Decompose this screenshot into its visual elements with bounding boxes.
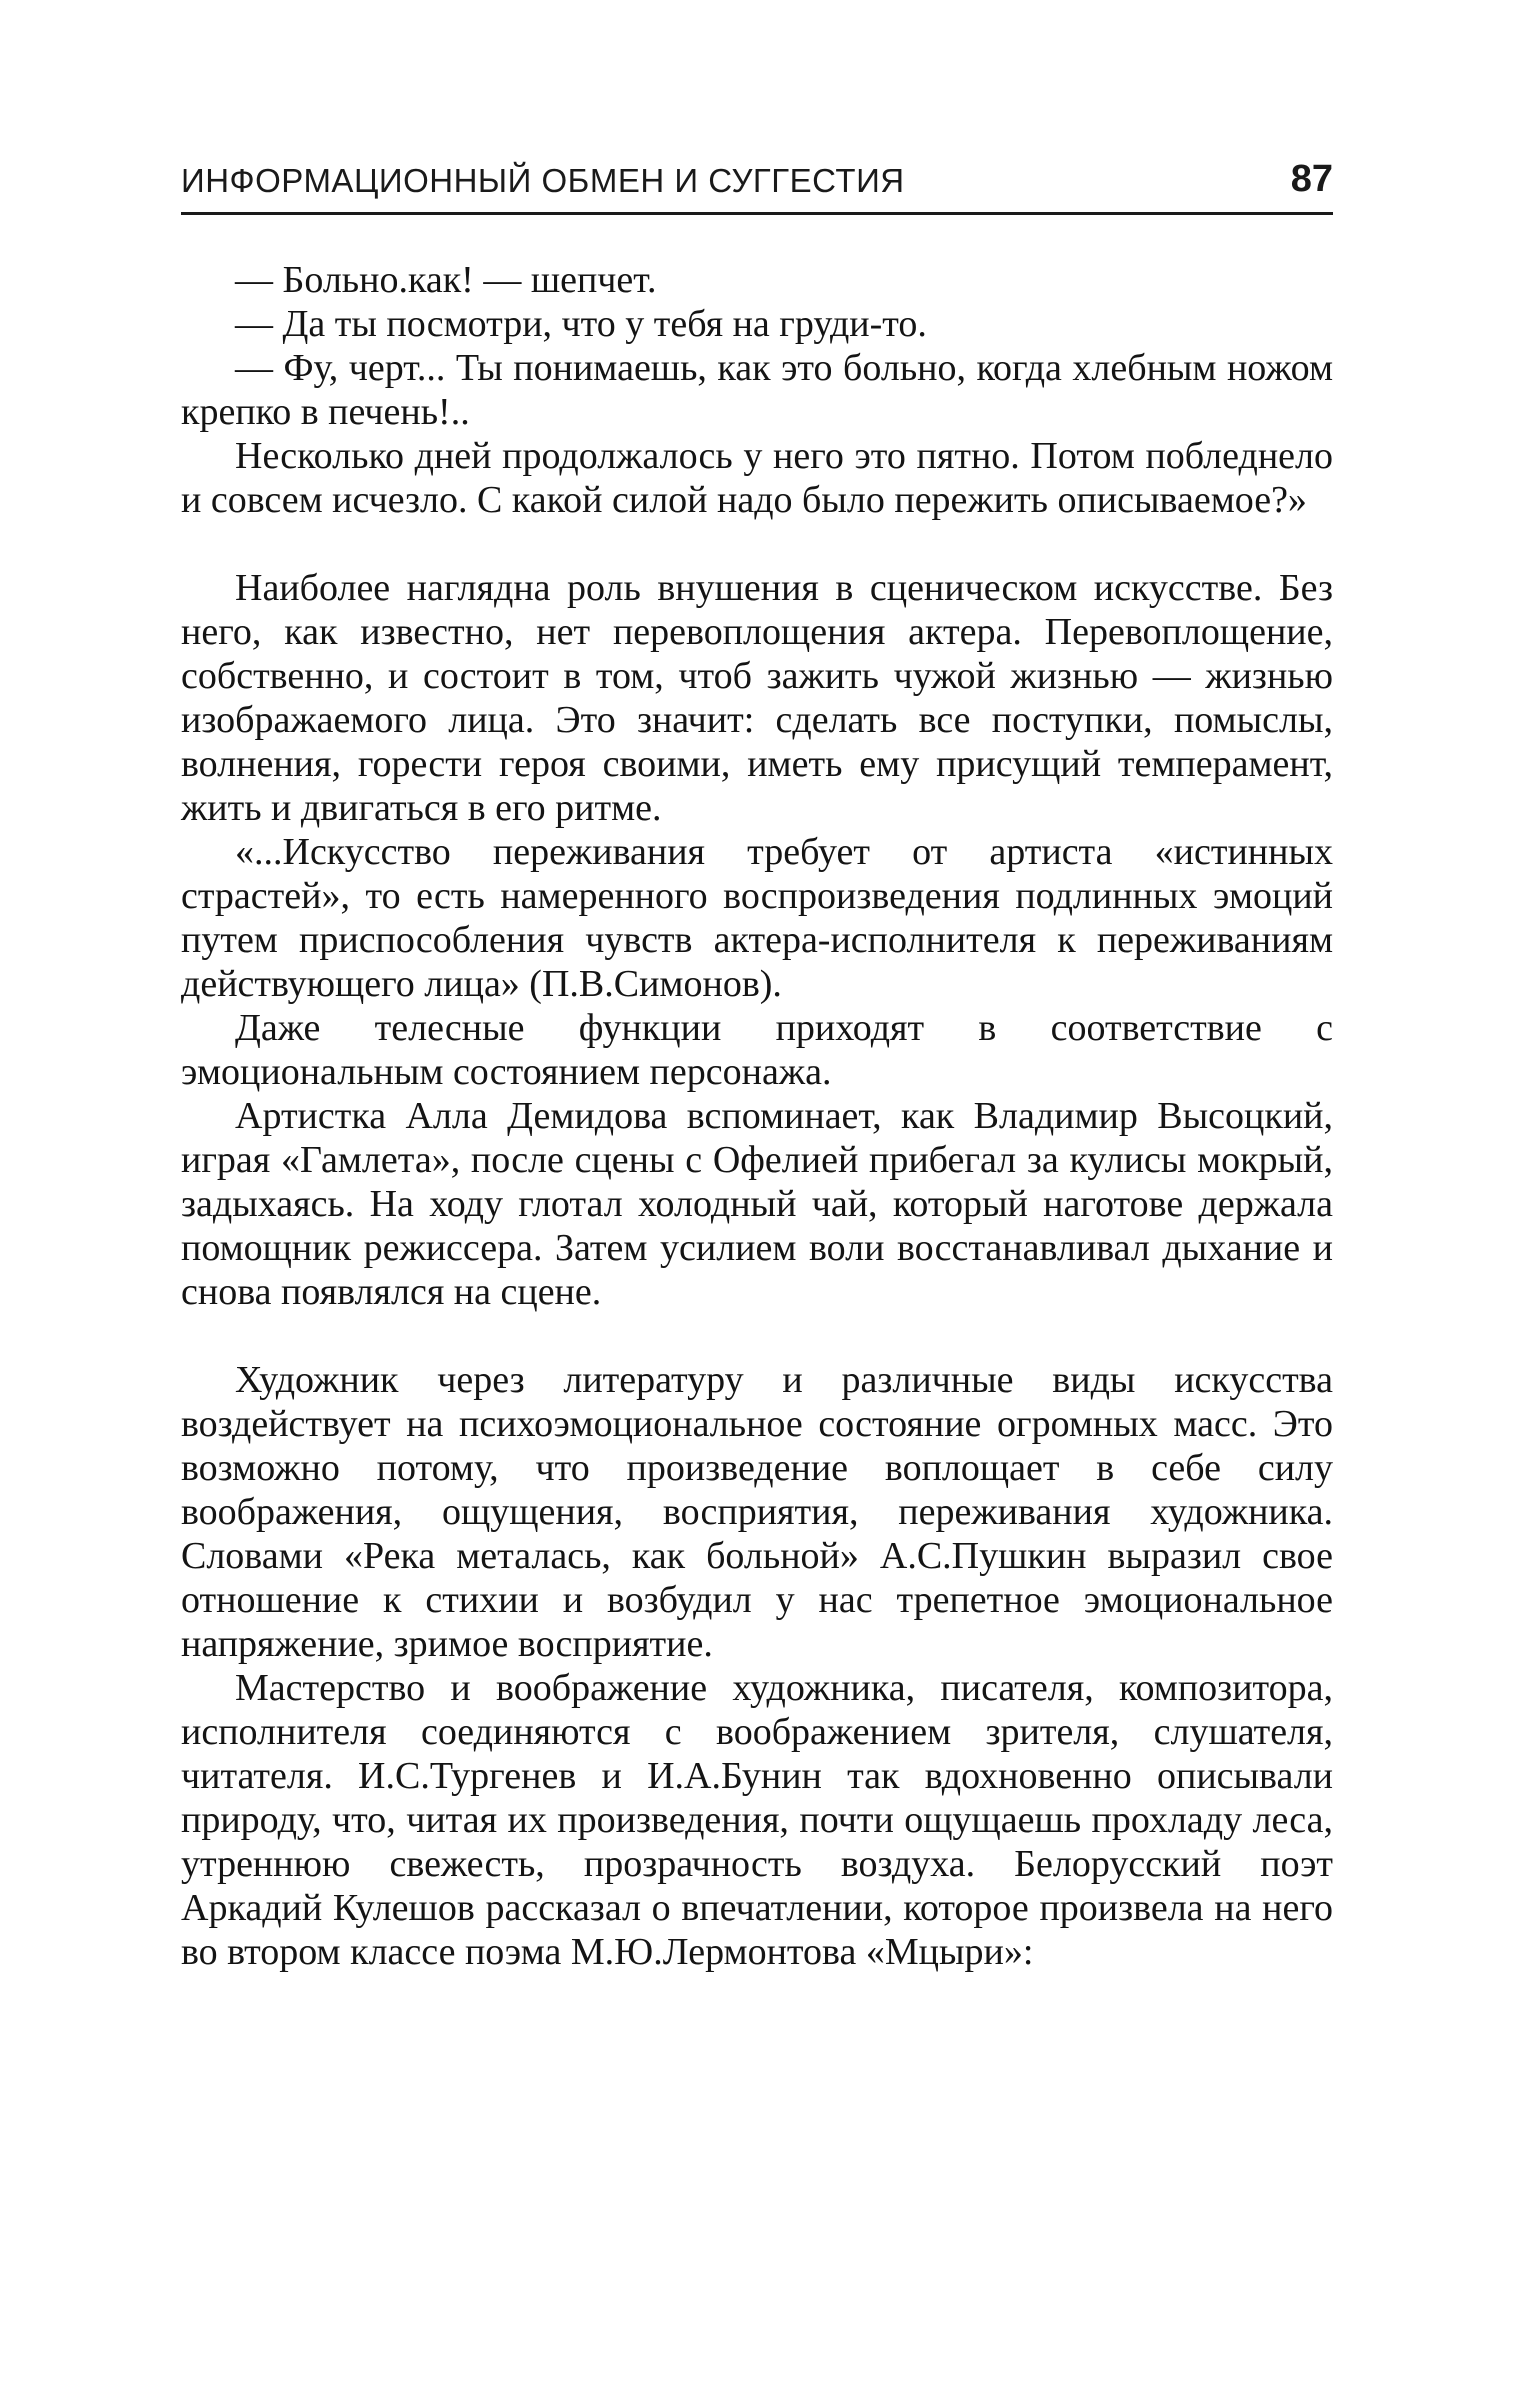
paragraph: Несколько дней продолжалось у него это пятно. Потом побледнело и совсем исчезло. С какой силой надо было пережить описываемое?» [181, 435, 1333, 521]
paragraph: Художник через литературу и различные виды искусства воздействует на психоэмоциональное состояние огромных масс. Это возможно потому, что произведение воплощает в себе силу воображения, ощущения, восприятия, переживания художника. Словами «Река металась, как больной» А.С.Пушкин выразил свое отношение к стихии и возбудил у нас трепетное эмоциональное напряжение, зримое восприятие. [181, 1359, 1333, 1665]
paragraph: Наиболее наглядна роль внушения в сценическом искусстве. Без него, как известно, нет перевоплощения актера. Перевоплощение, собственно, и состоит в том, чтоб зажить чужой жизнью — жизнью изображаемого лица. Это значит: сделать все поступки, помыслы, волнения, горести героя своими, иметь ему присущий темперамент, жить и двигаться в его ритме. [181, 567, 1333, 829]
dialogue-line: — Фу, черт... Ты понимаешь, как это больно, когда хлебным ножом крепко в печень!.. [181, 347, 1333, 433]
running-title: ИНФОРМАЦИОННЫЙ ОБМЕН И СУГГЕСТИЯ [181, 162, 905, 199]
paragraph: Мастерство и воображение художника, писателя, композитора, исполнителя соединяются с воображением зрителя, слушателя, читателя. И.С.Тургенев и И.А.Бунин так вдохновенно описывали природу, что, читая их произведения, почти ощущаешь прохладу леса, утреннюю свежесть, прозрачность воздуха. Белорусский поэт Аркадий Кулешов рассказал о впечатлении, которое произвела на него во втором классе поэма М.Ю.Лермонтова «Мцыри»: [181, 1667, 1333, 1973]
dialogue-line: — Да ты посмотри, что у тебя на груди-то. [235, 303, 927, 345]
body-text [181, 258, 1333, 1974]
paragraph: Даже телесные функции приходят в соответствие с эмоциональным состоянием персонажа. [181, 1007, 1333, 1093]
paragraph: Артистка Алла Демидова вспоминает, как Владимир Высоцкий, играя «Гамлета», после сцены с Офелией прибегал за кулисы мокрый, задыхаясь. На ходу глотал холодный чай, который наготове держала помощник режиссера. Затем усилием воли восстанавливал дыхание и снова появлялся на сцене. [181, 1095, 1333, 1313]
dialogue-line: — Больно.как! — шепчет. [235, 259, 657, 301]
page-number: 87 [1290, 158, 1333, 200]
page-header [181, 152, 1333, 215]
quote-paragraph: «...Искусство переживания требует от артиста «истинных страстей», то есть намеренного воспроизведения подлинных эмоций путем приспособления чувств актера-исполнителя к переживаниям действующего лица» (П.В.Симонов). [181, 831, 1333, 1005]
